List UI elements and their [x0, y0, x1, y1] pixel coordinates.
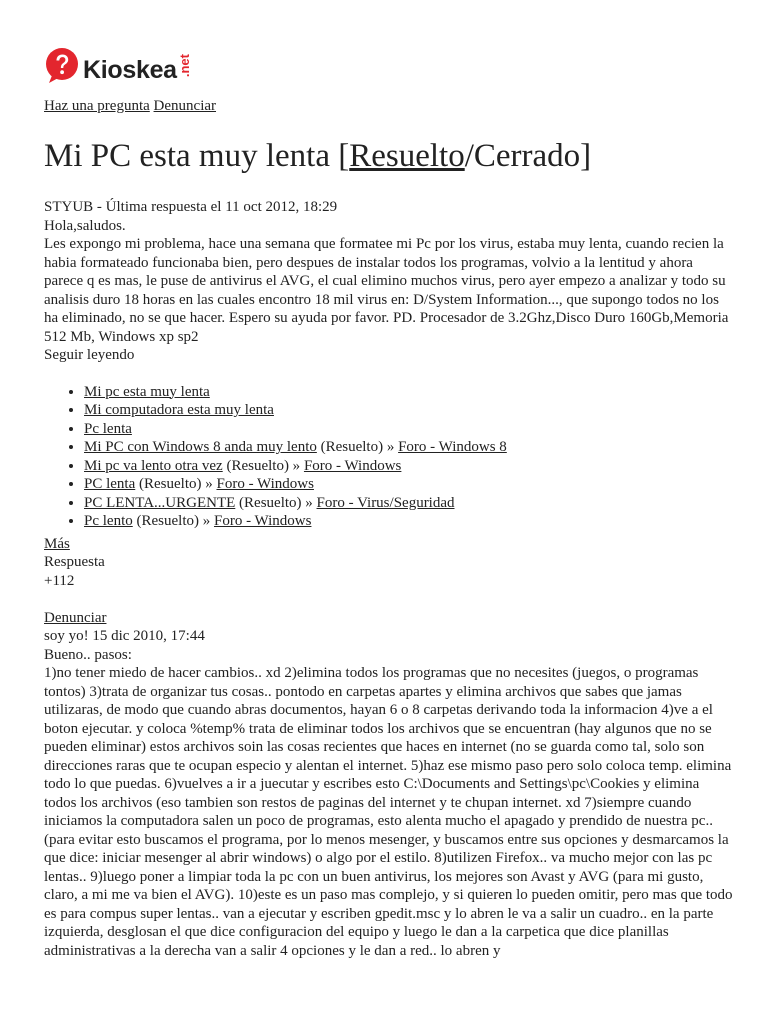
- answer-intro: Bueno.. pasos:: [44, 646, 132, 663]
- site-logo[interactable]: [44, 46, 191, 92]
- related-forum-link[interactable]: Foro - Windows: [216, 476, 314, 492]
- related-link[interactable]: Mi PC con Windows 8 anda muy lento: [84, 439, 317, 455]
- related-status: (Resuelto) »: [316, 439, 399, 455]
- logo-tld: .net: [176, 54, 192, 78]
- answer-body: 1)no tener miedo de hacer cambios.. xd 2)elimina todos los programas que no necesites (juegos, o programas tontos) 3)trata de organizar tus cosas.. pontodo en carpetas apartes y elimina archivos que sabes que jamas utilizaras, de modo que cuando abras documentos, hayan 6 o 8 carpetas derivando toda la informacion 4)ve a el boton ejecutar. y coloca %temp% trata de eliminar todos los archivos que se encuentran (hay algunos que no se pueden eliminar) estos archivos soin las cosas recientes que haces en internet (no se guarda como tal, solo son direcciones raras que te ocupan especio y alentan el internet. 5)haz ese mismo paso pero solo coloca temp. elimina todo lo que puedas. 6)vuelves a ir a juecutar y escribes esto C:\Documents and Settings\pc\Cookies y elimina todos los archivos (eso tambien son restos de paginas del internet y te chupan internet. xd 7)siempre cuando iniciamos la computadora salen un poco de programas, esto alenta mucho el apagado y prendido de nuestra pc.. (para evitar esto buscamos el programa, por lo menos mesenger, y buscamos entre sus opciones y desmarcamos la que dice: iniciar mesenger al abrir windows) o algo por el estilo. 8)utilizen Firefox.. va mucho mejor con las pc lentas.. 9)luego poner a limpiar toda la pc con un buen antivirus, los mejores son Avast y AVG (para mi gusto, claro, a mi me va bien el AVG). 10)este es un paso mas complejo, y si quieren lo pueden omitir, pero mas que todo es para compus super lentas.. van a ejecutar y escriben gpedit.msc y lo abren le va a salir un cuadro.. en la parte izquierda, desglosan el que dice configuracion del equipo y luego le dan a la carpetica que dice planillas administrativas a la derecha van a salir 4 opciones y le dan a red.. lo abren y: [44, 665, 733, 959]
- ask-question-link[interactable]: Haz una pregunta: [44, 98, 150, 114]
- related-item: [84, 420, 734, 439]
- related-forum-link[interactable]: Foro - Windows 8: [398, 439, 507, 455]
- title-end: /Cerrado]: [464, 138, 592, 174]
- answer-label: Respuesta: [44, 554, 105, 570]
- related-forum-link[interactable]: Foro - Virus/Seguridad: [316, 494, 455, 511]
- question-greeting: Hola,saludos.: [44, 217, 126, 234]
- related-item: [84, 494, 734, 513]
- answer-score: +112: [44, 572, 75, 589]
- page-title: [44, 136, 591, 176]
- top-links: [44, 97, 216, 116]
- answer-meta: soy yo! 15 dic 2010, 17:44: [44, 628, 205, 644]
- related-status: (Resuelto) »: [135, 476, 217, 492]
- related-link[interactable]: PC LENTA...URGENTE: [84, 494, 236, 511]
- related-status: (Resuelto) »: [222, 457, 304, 474]
- related-forum-link[interactable]: Foro - Windows: [213, 513, 312, 529]
- related-link[interactable]: Mi computadora esta muy lenta: [84, 402, 274, 418]
- title-main: Mi PC esta muy lenta [: [44, 138, 350, 174]
- read-more-text: Seguir leyendo: [44, 347, 135, 363]
- related-link[interactable]: Pc lenta: [84, 420, 132, 437]
- spacer: [44, 590, 734, 609]
- related-status: (Resuelto) »: [132, 513, 214, 529]
- more-link[interactable]: Más: [44, 535, 70, 552]
- related-item: [84, 401, 734, 420]
- related-item: [84, 383, 734, 402]
- question-bubble-icon: [44, 47, 80, 91]
- related-item: [84, 475, 734, 494]
- related-link[interactable]: Pc lento: [84, 513, 133, 529]
- resolved-status-link[interactable]: Resuelto: [349, 138, 465, 174]
- related-status: (Resuelto) »: [235, 494, 317, 511]
- report-link[interactable]: Denunciar: [153, 98, 217, 114]
- question-body: Les expongo mi problema, hace una semana que formatee mi Pc por los virus, estaba muy lenta, cuando recien la habia formateado funcionaba bien, pero despues de instalar todos los programas, volvio a la lentitud y ahora parece q es mas, le puse de antivirus el AVG, el cual elimino muchos virus, pero ayer empezo a analizar y todo su analisis duro 18 horas en las cuales encontro 18 mil virus en: D/System Information..., que supongo todos no los ha eliminado, no se que hacer. Espero su ayuda por favor. PD. Procesador de 3.2Ghz,Disco Duro 160Gb,Memoria 512 Mb, Windows xp sp2: [44, 236, 729, 345]
- logo-wordmark: Kioskea: [83, 55, 177, 84]
- answer-report-link[interactable]: Denunciar: [44, 609, 107, 626]
- related-forum-link[interactable]: Foro - Windows: [303, 457, 402, 474]
- related-item: [84, 457, 734, 476]
- related-item: [84, 512, 734, 531]
- related-item: [84, 438, 734, 457]
- related-questions-list: [44, 383, 734, 531]
- related-link[interactable]: Mi pc esta muy lenta: [84, 383, 210, 400]
- question-meta: STYUB - Última respuesta el 11 oct 2012, 18:29: [44, 199, 338, 215]
- thread-content: [44, 198, 734, 960]
- related-link[interactable]: PC lenta: [84, 476, 136, 492]
- related-link[interactable]: Mi pc va lento otra vez: [84, 457, 223, 474]
